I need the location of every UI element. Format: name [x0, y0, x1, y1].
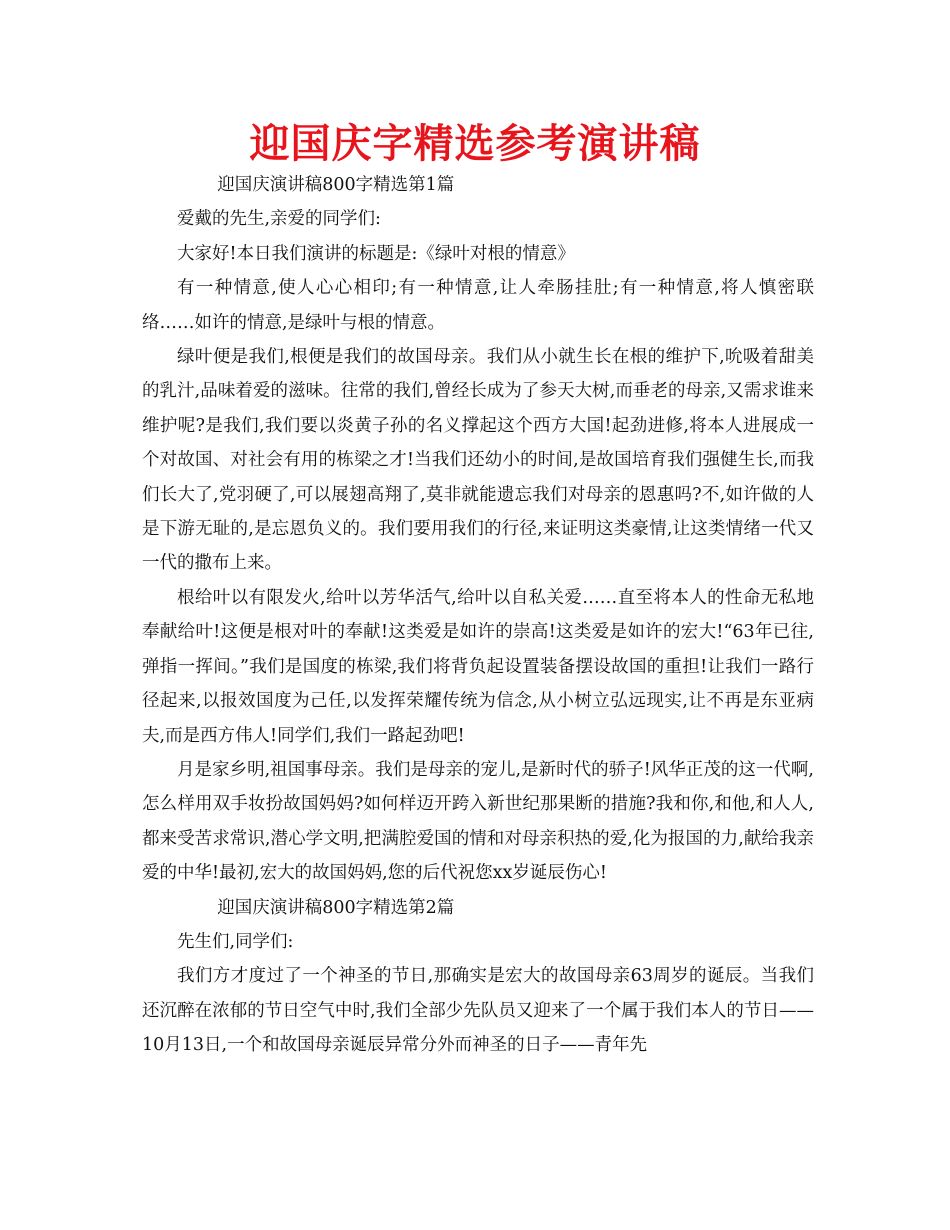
body-paragraph: 先生们,同学们:: [177, 931, 294, 952]
body-paragraph: 月是家乡明,祖国事母亲。我们是母亲的宠儿,是新时代的骄子!风华正茂的这一代啊,怎么样用双手妆扮故国妈妈?如何样迈开跨入新世纪那果断的措施?我和你,和他,和人人,都来受苦求常识,潜心学文明,把满腔爱国的情和对母亲积热的爱,化为报国的力,献给我亲爱的中华!最初,宏大的故国妈妈,您的后代祝您xx岁诞辰伤心!: [142, 759, 814, 884]
body-paragraph: 绿叶便是我们,根便是我们的故国母亲。我们从小就生长在根的维护下,吮吸着甜美的乳汁,品味着爱的滋味。往常的我们,曾经长成为了参天大树,而垂老的母亲,又需求谁来维护呢?是我们,我们要以炎黄子孙的名义撑起这个西方大国!起劲进修,将本人进展成一个对故国、对社会有用的栋梁之才!当我们还幼小的时间,是故国培育我们强健生长,而我们长大了,党羽硬了,可以展翅高翔了,莫非就能遗忘我们对母亲的恩惠吗?不,如许做的人是下游无耻的,是忘恩负义的。我们要用我们的行径,来证明这类豪情,让这类情绪一代又一代的撒布上来。: [142, 347, 814, 574]
body-paragraph: 根给叶以有限发火,给叶以芳华活气,给叶以自私关爱……直至将本人的性命无私地奉献给叶!这便是根对叶的奉献!这类爱是如许的崇高!这类爱是如许的宏大!“63年已往,弹指一挥间。”我们是国度的栋梁,我们将背负起设置装备摆设故国的重担!让我们一路行径起来,以报效国度为己任,以发挥荣耀传统为信念,从小树立弘远现实,让不再是东亚病夫,而是西方伟人!同学们,我们一路起劲吧!: [142, 587, 814, 746]
body-paragraph: 大家好!本日我们演讲的标题是:《绿叶对根的情意》: [177, 243, 575, 264]
body-paragraph: 爱戴的先生,亲爱的同学们:: [177, 209, 381, 230]
body-paragraph: 我们方才度过了一个神圣的节日,那确实是宏大的故国母亲63周岁的诞辰。当我们还沉醉在浓郁的节日空气中时,我们全部少先队员又迎来了一个属于我们本人的节日——10月13日,一个和故国母亲诞辰异常分外而神圣的日子——青年先: [142, 966, 814, 1056]
section-heading: 迎国庆演讲稿800字精选第1篇: [217, 175, 455, 195]
body-paragraph: 有一种情意,使人心心相印;有一种情意,让人牵肠挂肚;有一种情意,将人慎密联络……如许的情意,是绿叶与根的情意。: [142, 278, 814, 333]
document-title: 迎国庆字精选参考演讲稿: [249, 121, 701, 167]
document-body: [142, 168, 814, 1063]
section-heading: 迎国庆演讲稿800字精选第2篇: [217, 897, 455, 918]
